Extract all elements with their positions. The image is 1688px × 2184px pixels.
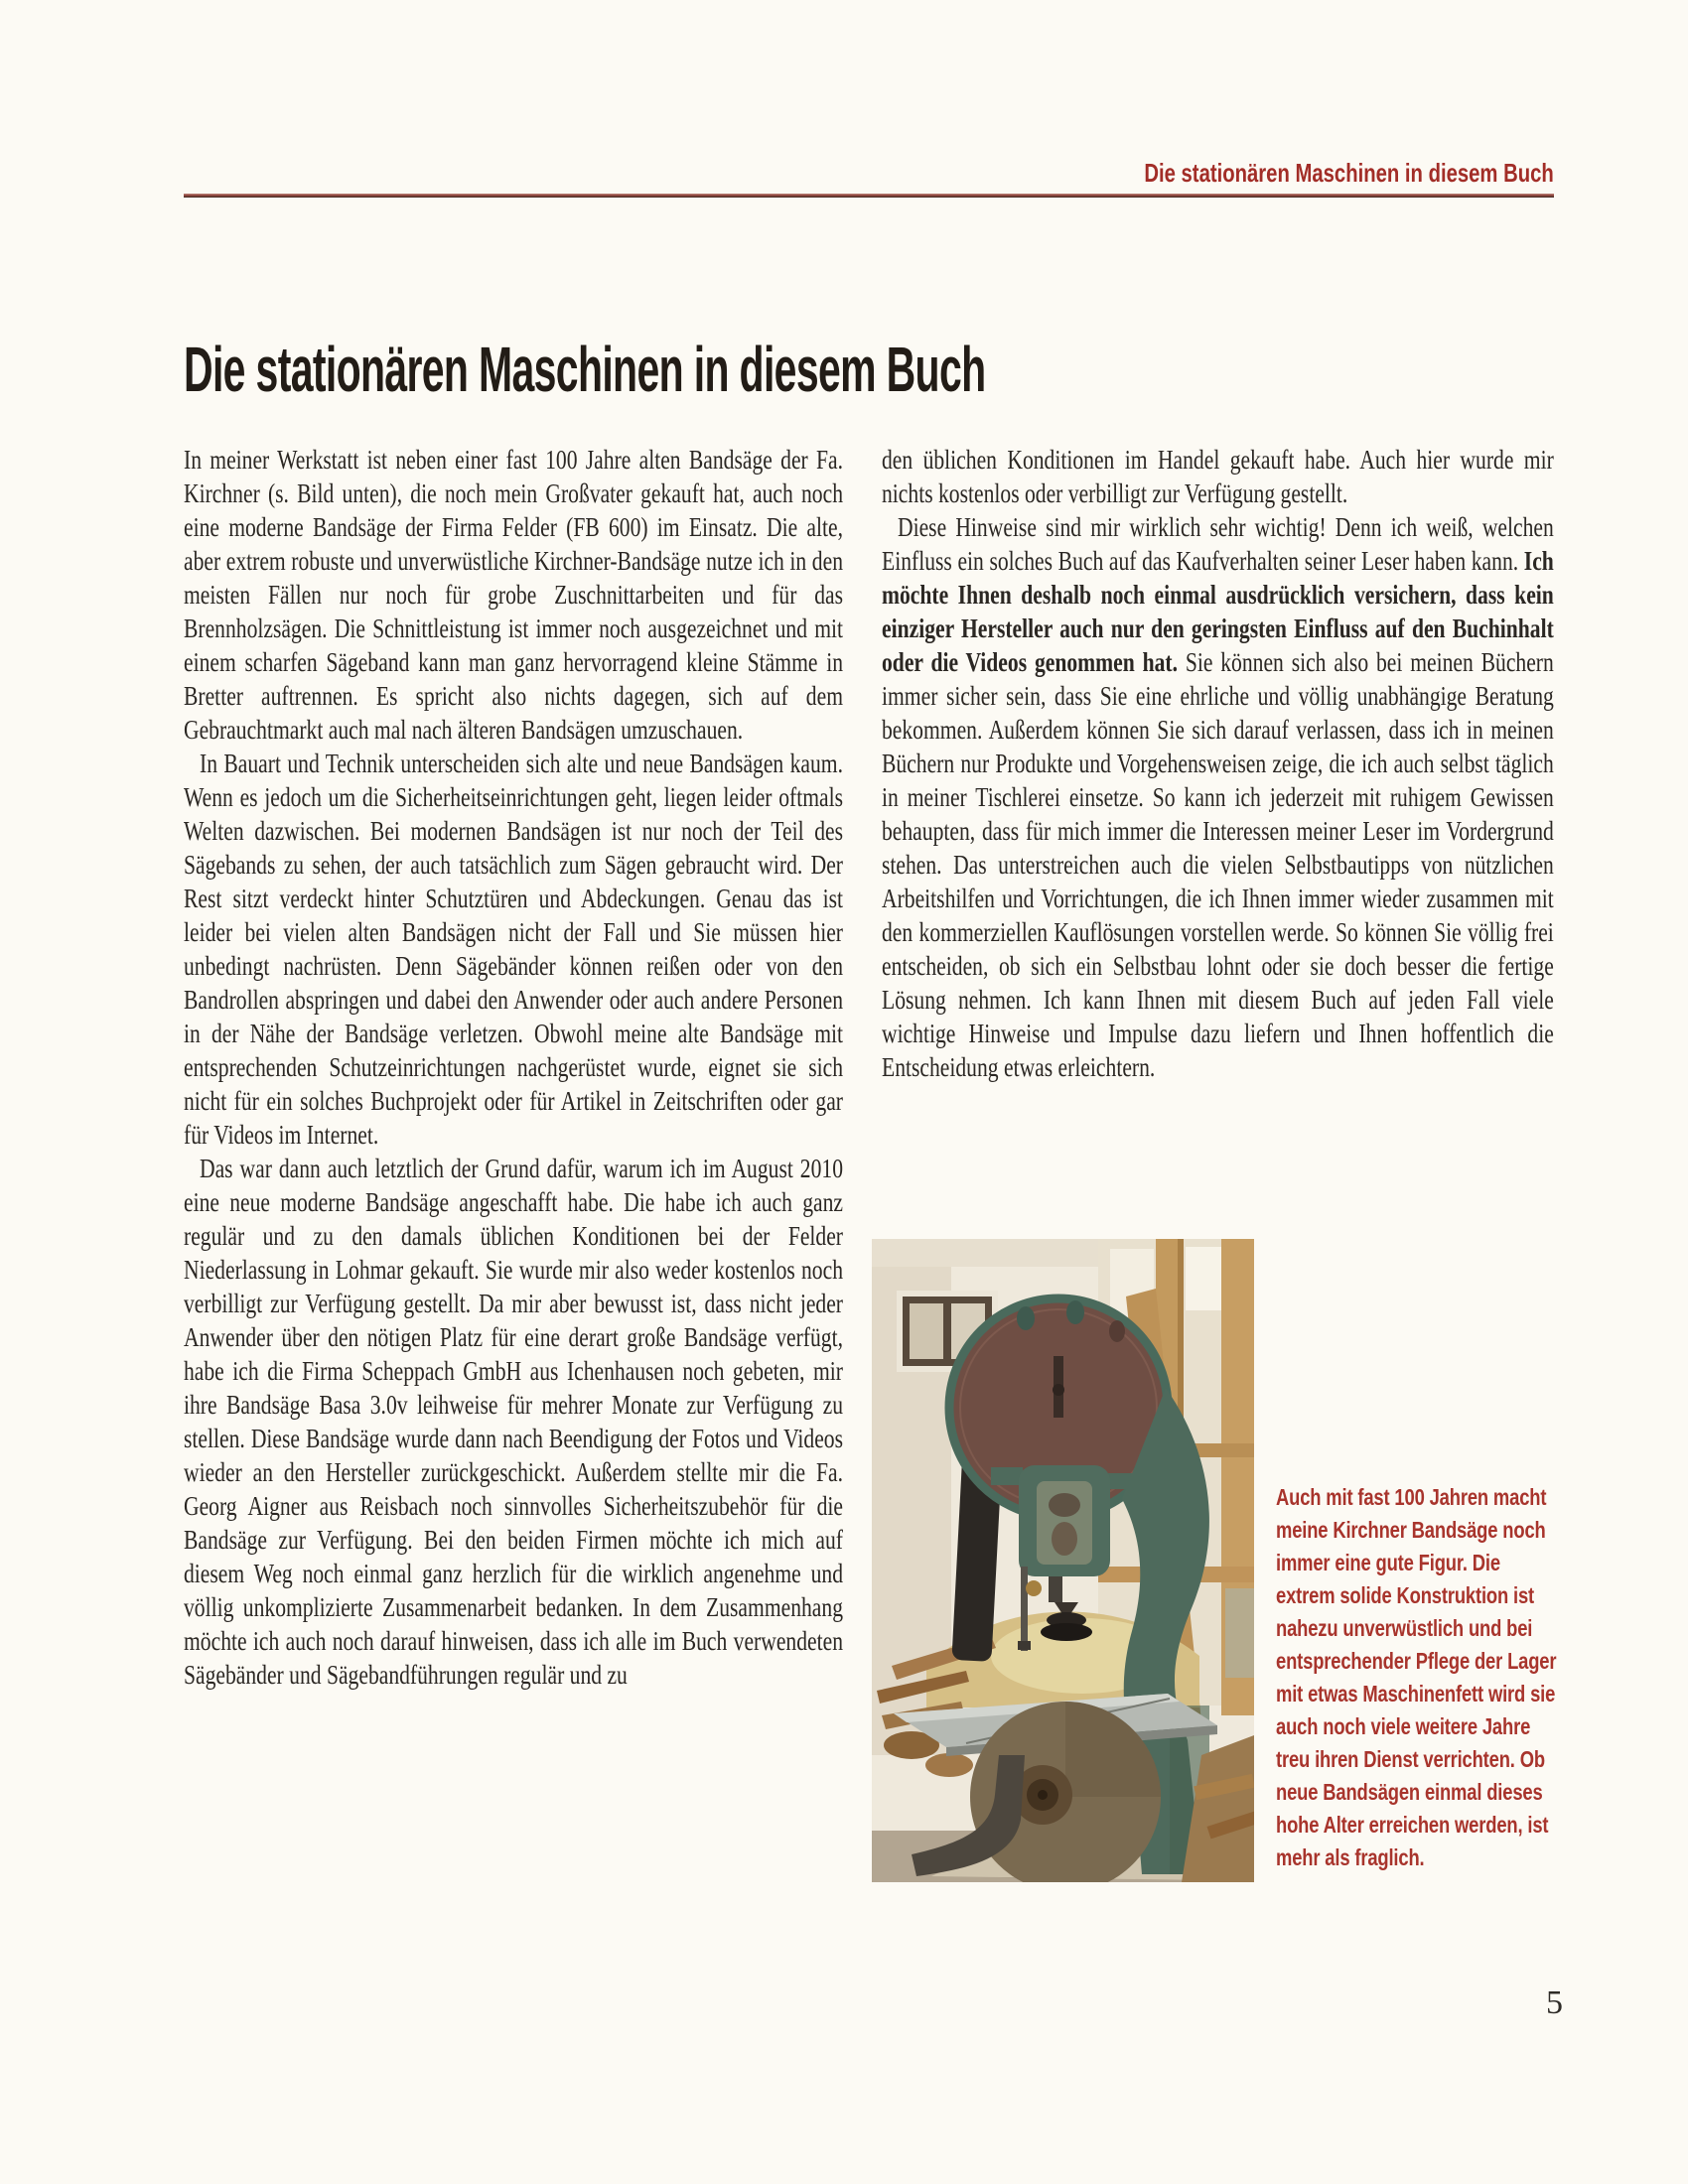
paragraph-text: Sie können sich also bei meinen Büchern immer sicher sein, dass Sie eine ehrliche und völlig unabhängige Beratung bekommen. Außerdem können Sie sich darauf verlassen, dass ich in meinen Büchern nur Produkte und Vorgehensweisen zeige, die ich auch selbst täglich in meiner Tischlerei einsetze. So kann ich jederzeit mit ruhigem Gewissen behaupten, dass für mich immer die Interessen meiner Leser im Vordergrund stehen. Das unterstreichen auch die vielen Selbstbautipps von nützlichen Arbeitshilfen und Vorrichtungen, die ich Ihnen immer wieder zusammen mit den kommerziellen Kauflösungen vorstellen werde. So können Sie völlig frei entscheiden, ob sich ein Selbstbau lohnt oder sie doch besser die fertige Lösung nehmen. Ich kann Ihnen mit diesem Buch auf jeden Fall viele wichtige Hinweise und Impulse dazu liefern und Ihnen hoffentlich die Entscheidung etwas erleichtern. <box>882 647 1554 1082</box>
paragraph <box>882 510 1554 1084</box>
bandsaw-photo <box>872 1239 1254 1882</box>
paragraph-text: Diese Hinweise sind mir wirklich sehr wichtig! Denn ich weiß, welchen Einfluss ein solches Buch auf das Kaufverhalten seiner Leser haben kann. <box>882 512 1554 576</box>
right-column <box>882 443 1554 1084</box>
paragraph-bold-text: Ich möchte Ihnen deshalb noch einmal ausdrücklich versichern, dass kein einziger Hersteller auch nur den geringsten Einfluss auf den Buchinhalt oder die Videos genommen hat. <box>882 546 1554 677</box>
paragraph: In Bauart und Technik unterscheiden sich alte und neue Bandsägen kaum. Wenn es jedoch um die Sicherheitseinrichtungen geht, liegen leider oftmals Welten dazwischen. Bei modernen Bandsägen ist nur noch der Teil des Sägebands zu sehen, der auch tatsächlich zum Sägen gebraucht wird. Der Rest sitzt verdeckt hinter Schutztüren und Abdeckungen. Genau das ist leider bei vielen alten Bandsägen nicht der Fall und Sie müssen hier unbedingt nachrüsten. Denn Sägebänder können reißen oder von den Bandrollen abspringen und dabei den Anwender oder auch andere Personen in der Nähe der Bandsäge verletzen. Obwohl meine alte Bandsäge mit entsprechenden Schutzeinrichtungen nachgerüstet wurde, eignet sie sich nicht für ein solches Buchprojekt oder für Artikel in Zeitschriften oder gar für Videos im Internet. <box>184 749 843 1150</box>
left-column <box>184 443 843 1692</box>
bandsaw-photo-illustration <box>872 1239 1254 1882</box>
page-number: 5 <box>1546 1984 1563 2021</box>
running-header-text: Die stationären Maschinen in diesem Buch <box>1144 158 1554 188</box>
running-header <box>1029 158 1554 188</box>
figure-caption: Auch mit fast 100 Jahren macht meine Kirchner Bandsäge noch immer eine gute Figur. Die extrem solide Konstruktion ist nahezu unverwüstlich und bei entsprechender Pflege der Lager mit etwas Maschinenfett wird sie auch noch viele weitere Jahre treu ihren Dienst verrichten. Ob neue Bandsägen einmal dieses hohe Alter erreichen werden, ist mehr als fraglich. <box>1276 1484 1557 1870</box>
paragraph: den üblichen Konditionen im Handel gekauft habe. Auch hier wurde mir nichts kostenlos oder verbilligt zur Verfügung gestellt. <box>882 445 1554 508</box>
page-title <box>184 336 1437 403</box>
header-rule <box>184 194 1554 198</box>
paragraph: In meiner Werkstatt ist neben einer fast 100 Jahre alten Bandsäge der Fa. Kirchner (s. Bild unten), die noch mein Großvater gekauft hat, auch noch eine moderne Bandsäge der Firma Felder (FB 600) im Einsatz. Die alte, aber extrem robuste und unverwüstliche Kirchner-Bandsäge nutze ich in den meisten Fällen nur noch für grobe Zuschnittarbeiten und für das Brennholzsägen. Die Schnittleistung ist immer noch ausgezeichnet und mit einem scharfen Sägeband kann man ganz hervorragend kleine Stämme in Bretter auftrennen. Es spricht also nichts dagegen, sich auf dem Gebrauchtmarkt auch mal nach älteren Bandsägen umzuschauen. <box>184 445 843 745</box>
paragraph: Das war dann auch letztlich der Grund dafür, warum ich im August 2010 eine neue moderne Bandsäge angeschafft habe. Die habe ich auch ganz regulär und zu den damals üblichen Konditionen bei der Felder Niederlassung in Lohmar gekauft. Sie wurde mir also weder kostenlos noch verbilligt zur Verfügung gestellt. Da mir aber bewusst ist, dass nicht jeder Anwender über den nötigen Platz für eine derart große Bandsäge verfügt, habe ich die Firma Scheppach GmbH aus Ichenhausen noch gebeten, mir ihre Bandsäge Basa 3.0v leihweise für mehrer Monate zur Verfügung zu stellen. Diese Bandsäge wurde dann nach Beendigung der Fotos und Videos wieder an den Hersteller zurückgeschickt. Außerdem stellte mir die Fa. Georg Aigner aus Reisbach noch sinnvolles Sicherheitszubehör für die Bandsäge zur Verfügung. Bei den beiden Firmen möchte ich mich auf diesem Weg noch einmal ganz herzlich für die wirklich angenehme und völlig unkomplizierte Zusammenarbeit bedanken. In dem Zusammenhang möchte ich auch noch darauf hinweisen, dass ich alle im Buch verwendeten Sägebänder und Sägebandführungen regulär und zu <box>184 1154 843 1690</box>
page-title-text: Die stationären Maschinen in diesem Buch <box>184 334 986 405</box>
